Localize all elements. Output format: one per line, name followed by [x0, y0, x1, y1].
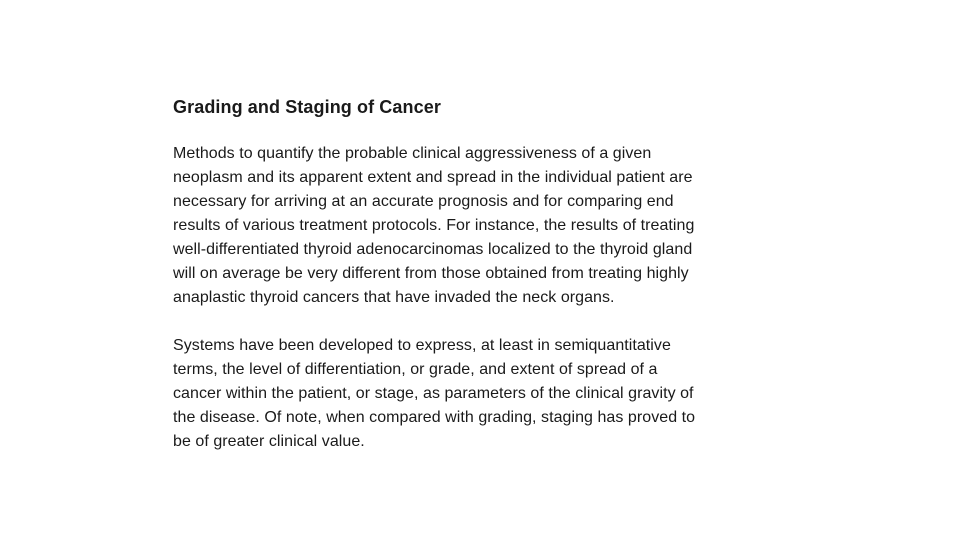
paragraph-methods: Methods to quantify the probable clinical aggressiveness of a given neoplasm and its apparent extent and spread in the individual patient are necessary for arriving at an accurate prognosis and for comparing end results of various treatment protocols. For instance, the results of treating well-differentiated thyroid adenocarcinomas localized to the thyroid gland will on average be very different from those obtained from treating highly anaplastic thyroid cancers that have invaded the neck organs. — [173, 145, 695, 306]
slide-content — [173, 95, 793, 454]
slide-title: Grading and Staging of Cancer — [173, 97, 441, 117]
paragraph-systems: Systems have been developed to express, at least in semiquantitative terms, the level of differentiation, or grade, and extent of spread of a cancer within the patient, or stage, as parameters of the clinical gravity of the disease. Of note, when compared with grading, staging has proved to be of greater clinical value. — [173, 337, 696, 450]
